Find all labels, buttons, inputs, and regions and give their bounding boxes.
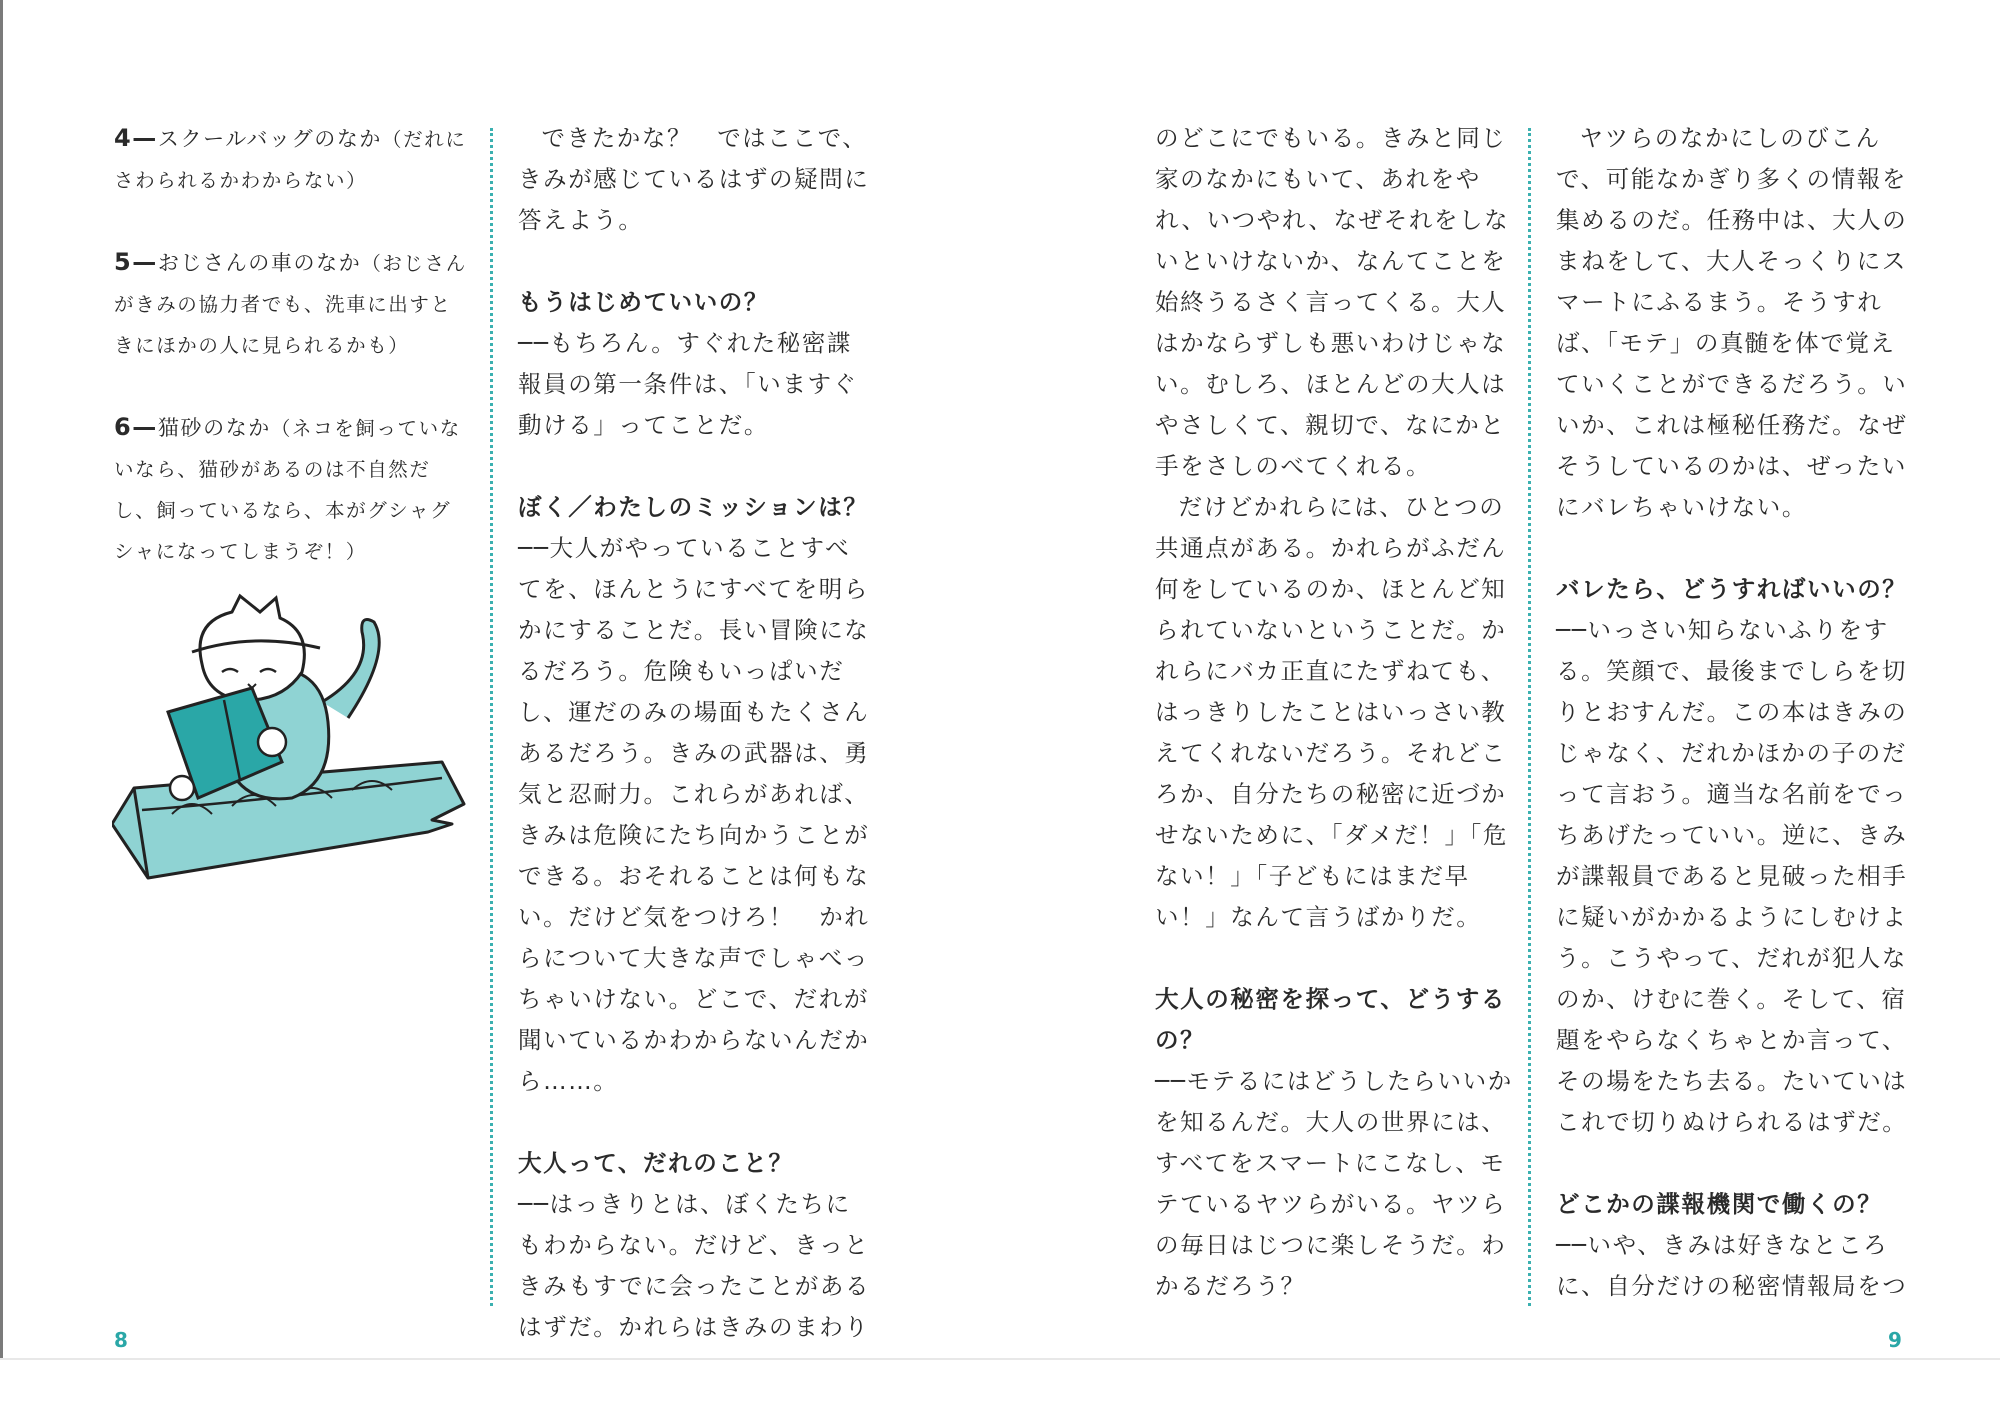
question-heading: バレたら、どうすればいいの？ — [1556, 575, 1908, 603]
body-paragraph: ヤツらのなかにしのびこんで、可能なかぎり多くの情報を集めるのだ。任務中は、大人のまねをして、大人そっくりにスマートにふるまう。そうすれば、「モテ」の真髄を体で覚えていくことができるだろう。いいか、これは極秘任務だ。なぜそうしているのかは、ぜったいにバレちゃいけない。 — [1556, 124, 1908, 521]
list-item: 4—スクールバッグのなか（だれにさわられるかわからない） — [114, 124, 467, 192]
page-edge — [0, 0, 3, 1360]
page-number-left: 8 — [114, 1328, 128, 1352]
page-number-right: 9 — [1888, 1328, 1902, 1352]
column-divider — [490, 128, 493, 1306]
answer-paragraph: ──もちろん。すぐれた秘密諜報員の第一条件は、「いますぐ動ける」ってことだ。 — [518, 329, 858, 439]
question-heading: もうはじめていいの？ — [518, 288, 769, 316]
answer-paragraph: ──大人がやっていることすべてを、ほんとうにすべてを明らかにすることだ。長い冒険になるだろう。危険もいっぱいだし、運だのみの場面もたくさんあるだろう。きみの武器は、勇気と忍耐力。これらがあれば、きみは危険にたち向かうことができる。おそれることは何もない。だけど気をつけろ！ かれらについて大きな声でしゃべっちゃいけない。どこで、だれが聞いているかわからないんだから……。 — [518, 534, 870, 1095]
question-heading: ぼく／わたしのミッションは？ — [518, 493, 869, 521]
body-paragraph: だけどかれらには、ひとつの共通点がある。かれらがふだん何をしているのか、ほとんど知られていないということだ。かれらにバカ正直にたずねても、はっきりしたことはいっさい教えてくれないだろう。それどころか、自分たちの秘密に近づかせないために、「ダメだ！」「危ない！」「子どもにはまだ早い！」なんて言うばかりだ。 — [1155, 493, 1508, 931]
question-heading: 大人の秘密を探って、どうするの？ — [1155, 985, 1506, 1054]
question-heading: 大人って、だれのこと？ — [518, 1149, 794, 1177]
column-divider — [1528, 128, 1531, 1306]
list-item: 5—おじさんの車のなか（おじさんがきみの協力者でも、洗車に出すときにほかの人に見られるかも） — [114, 248, 467, 357]
question-heading: どこかの諜報機関で働くの？ — [1556, 1190, 1883, 1218]
answer-paragraph: ──いっさい知らないふりをする。笑顔で、最後までしらを切りとおすんだ。この本はきみのじゃなく、だれかほかの子のだって言おう。適当な名前をでっちあげたっていい。逆に、きみが諜報員であると見破った相手に疑いがかかるようにしむけよう。こうやって、だれが犯人なのか、けむに巻く。そして、宿題をやらなくちゃとか言って、その場をたち去る。たいていはこれで切りぬけられるはずだ。 — [1556, 616, 1908, 1136]
body-paragraph: のどこにでもいる。きみと同じ家のなかにもいて、あれをやれ、いつやれ、なぜそれをしないといけないか、なんてことを始終うるさく言ってくる。大人はかならずしも悪いわけじゃない。むしろ、ほとんどの大人はやさしくて、親切で、なにかと手をさしのべてくれる。 — [1155, 124, 1510, 480]
right-page-column-2 — [1556, 118, 1918, 1307]
answer-paragraph: ──モテるにはどうしたらいいかを知るんだ。大人の世界には、すべてをスマートにこなし、モテているヤツらがいる。ヤツらの毎日はじつに楽しそうだ。わかるだろう？ — [1155, 1067, 1513, 1300]
left-page-column-1 — [114, 118, 469, 613]
left-page-column-2 — [518, 118, 873, 1348]
answer-paragraph: ──はっきりとは、ぼくたちにもわからない。だけど、きっときみもすでに会ったことがあるはずだ。かれらはきみのまわり — [518, 1190, 871, 1341]
answer-paragraph: ──いや、きみは好きなところに、自分だけの秘密情報局をつ — [1556, 1231, 1908, 1300]
right-page-column-1 — [1155, 118, 1515, 1307]
cat-reading-in-litter-box-icon — [112, 592, 472, 892]
list-item: 6—猫砂のなか（ネコを飼っていないなら、猫砂があるのは不自然だし、飼っているなら、本がグシャグシャになってしまうぞ！） — [114, 413, 461, 563]
intro-paragraph: できたかな？ ではここで、きみが感じているはずの疑問に答えよう。 — [518, 124, 870, 234]
page-bottom-edge — [0, 1358, 2000, 1360]
